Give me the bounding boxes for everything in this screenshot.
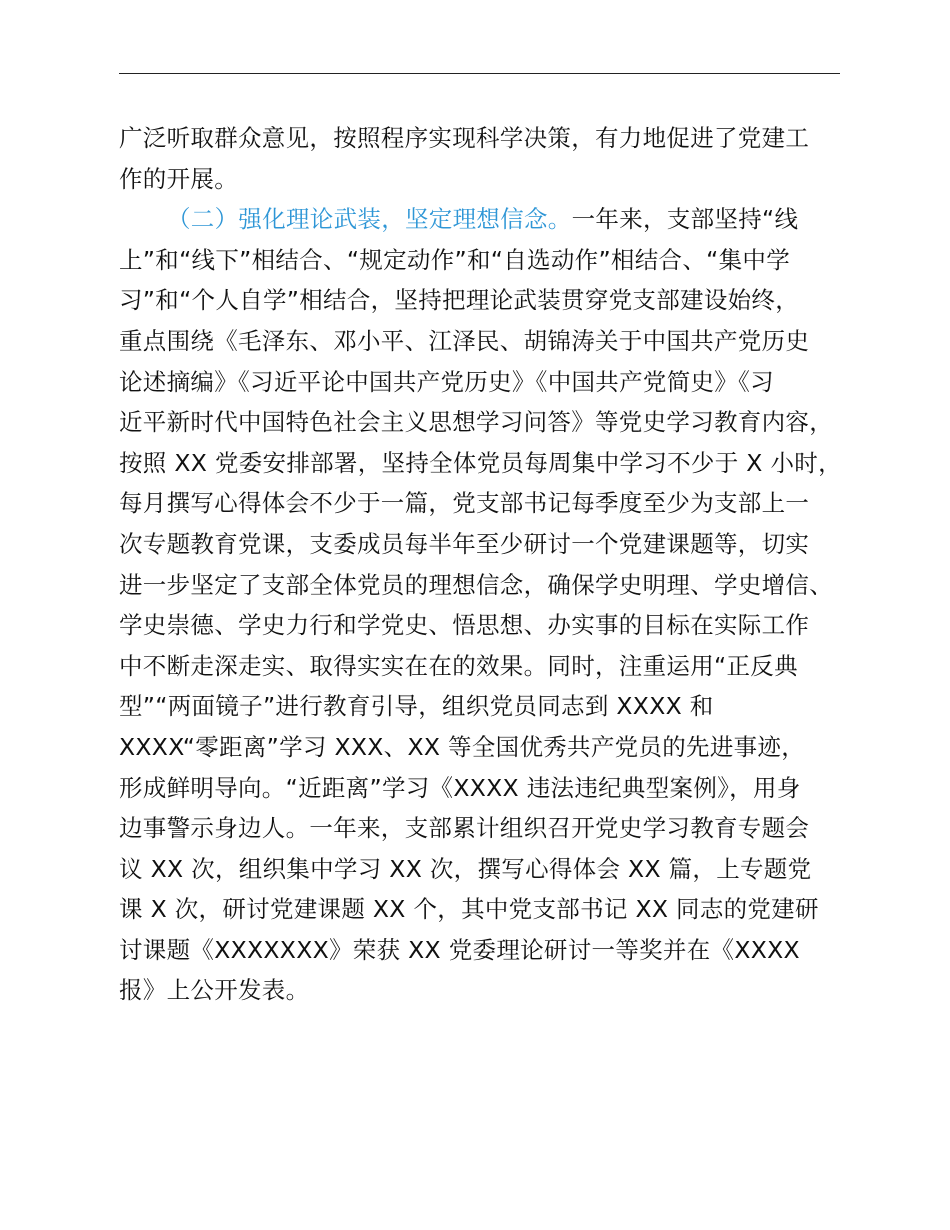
body-text	[119, 118, 849, 1011]
paragraph-line: 按照 XX 党委安排部署，坚持全体党员每周集中学习不少于 X 小时，	[119, 448, 842, 477]
paragraph-line-rest: 一年来，支部坚持“线	[571, 205, 799, 234]
paragraph-line: 广泛听取群众意见，按照程序实现科学决策，有力地促进了党建工	[119, 124, 810, 152]
paragraph-line: 议 XX 次，组织集中学习 XX 次，撰写心得体会 XX 篇，上专题党	[119, 854, 812, 883]
paragraph-line: 讨课题《XXXXXXX》荣获 XX 党委理论研讨一等奖并在《XXXX	[119, 935, 800, 964]
paragraph-line: 型”“两面镜子”进行教育引导，组织党员同志到 XXXX 和	[119, 692, 714, 721]
paragraph-line: 边事警示身边人。一年来，支部累计组织召开党史学习教育专题会	[119, 814, 810, 843]
paragraph-line: 上”和“线下”相结合、“规定动作”和“自选动作”相结合、“集中学	[119, 245, 790, 274]
paragraph-line: XXXX“零距离”学习 XXX、XX 等全国优秀共产党员的先进事迹，	[119, 732, 806, 761]
paragraph-line: 每月撰写心得体会不少于一篇，党支部书记每季度至少为支部上一	[119, 489, 810, 518]
paragraph-line: 进一步坚定了支部全体党员的理想信念，确保学史明理、学史增信、	[119, 570, 833, 599]
section-heading: （二）强化理论武装，坚定理想信念。	[167, 205, 572, 234]
paragraph-line: 学史崇德、学史力行和学党史、悟思想、办实事的目标在实际工作	[119, 611, 810, 640]
paragraph-1	[119, 118, 849, 199]
paragraph-line: 次专题教育党课，支委成员每半年至少研讨一个党建课题等，切实	[119, 529, 810, 558]
paragraph-line: 中不断走深走实、取得实实在在的效果。同时，注重运用“正反典	[119, 651, 798, 680]
paragraph-2	[119, 199, 849, 1011]
paragraph-line: 报》上公开发表。	[119, 976, 310, 1005]
paragraph-line: 论述摘编》《习近平论中国共产党历史》《中国共产党简史》《习	[119, 367, 774, 396]
paragraph-line: 近平新时代中国特色社会主义思想学习问答》等党史学习教育内容，	[119, 408, 833, 437]
paragraph-line: 课 X 次，研讨党建课题 XX 个，其中党支部书记 XX 同志的党建研	[119, 895, 819, 924]
paragraph-first-line	[119, 199, 849, 240]
paragraph-line: 习”和“个人自学”相结合，坚持把理论武装贯穿党支部建设始终，	[119, 286, 800, 315]
paragraph-line: 形成鲜明导向。“近距离”学习《XXXX 违法违纪典型案例》，用身	[119, 773, 801, 802]
paragraph-line: 作的开展。	[119, 164, 238, 193]
paragraph-line: 重点围绕《毛泽东、邓小平、江泽民、胡锦涛关于中国共产党历史	[119, 326, 810, 355]
header-rule	[119, 73, 840, 74]
